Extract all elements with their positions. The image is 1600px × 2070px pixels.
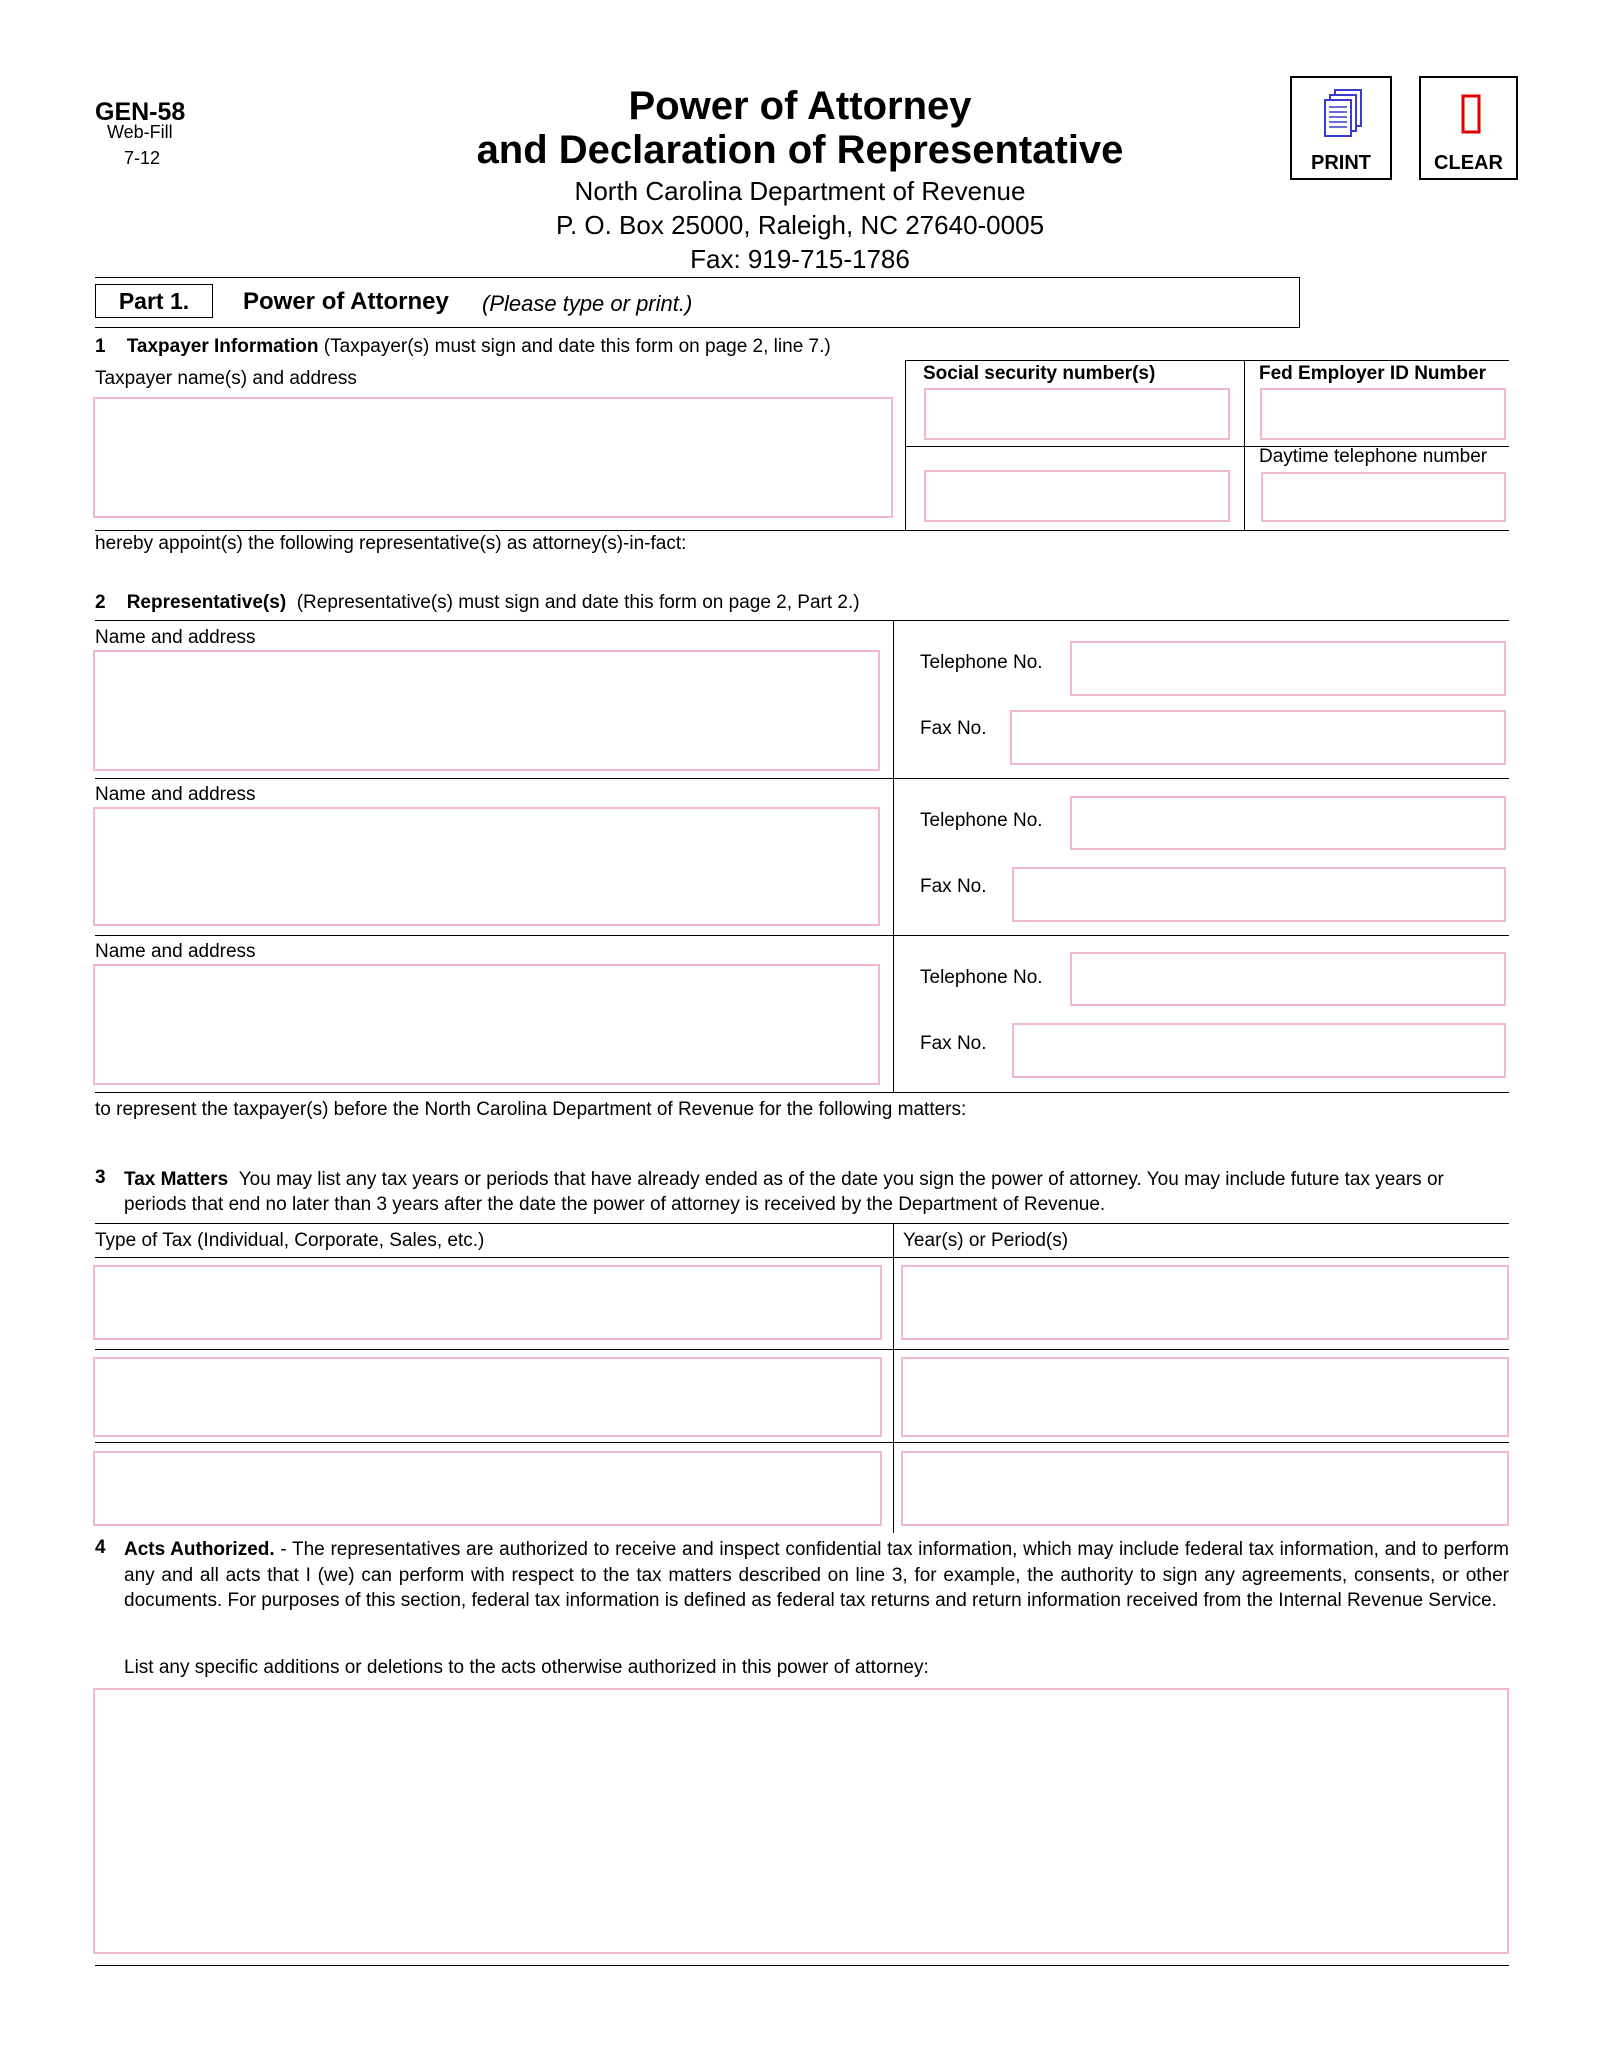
rep3-fax-field[interactable] <box>1012 1023 1506 1078</box>
rep3-name-label: Name and address <box>95 941 256 962</box>
tax-type-field-1[interactable] <box>93 1265 882 1340</box>
agency-address: P. O. Box 25000, Raleigh, NC 27640-0005 <box>555 210 1045 240</box>
divider <box>95 1257 1509 1258</box>
form-title-line2: and Declaration of Representative <box>476 128 1124 172</box>
ssn-field-1[interactable] <box>924 388 1230 440</box>
clear-button-label: CLEAR <box>1434 152 1503 174</box>
clear-button[interactable] <box>1419 76 1518 180</box>
section2-heading: 2 Representative(s) (Representative(s) must sign and date this form on page 2, Part 2.) <box>95 592 860 613</box>
section1-heading: 1 Taxpayer Information (Taxpayer(s) must sign and date this form on page 2, line 7.) <box>95 336 831 357</box>
form-title-line1: Power of Attorney <box>628 84 972 128</box>
rep1-name-label: Name and address <box>95 627 256 648</box>
printer-pages-icon <box>1321 88 1365 147</box>
divider <box>95 1092 1509 1093</box>
tax-type-field-2[interactable] <box>93 1357 882 1437</box>
rep3-name-address-field[interactable] <box>93 964 880 1085</box>
divider <box>893 1223 894 1533</box>
divider <box>95 935 1509 936</box>
divider <box>1244 360 1245 530</box>
col-years-periods: Year(s) or Period(s) <box>903 1230 1069 1251</box>
rep2-name-label: Name and address <box>95 784 256 805</box>
section4-number: 4 <box>95 1537 106 1558</box>
form-id: GEN-58 <box>95 98 186 126</box>
part-subtitle: (Please type or print.) <box>482 291 693 316</box>
divider <box>905 360 1509 361</box>
appoint-text: hereby appoint(s) the following representative(s) as attorney(s)-in-fact: <box>95 533 687 554</box>
divider <box>893 620 894 1092</box>
section3-number: 3 <box>95 1167 106 1188</box>
agency-name: North Carolina Department of Revenue <box>574 176 1026 206</box>
section4-text: Acts Authorized. - The representatives are authorized to receive and inspect confidential tax information, which may include federal tax information, and to perform any and all acts that I (we) can perform with respect to the tax matters described on line 3, for example, the authority to sign any agreements, consents, or other documents. For purposes of this section, federal tax information is defined as federal tax returns and return information received from the Internal Revenue Service. <box>124 1539 1509 1611</box>
rep3-fax-label: Fax No. <box>920 1033 987 1054</box>
revision: 7-12 <box>124 148 161 168</box>
divider <box>905 360 906 530</box>
section4-list-text: List any specific additions or deletions to the acts otherwise authorized in this power of attorney: <box>124 1657 929 1678</box>
divider <box>1299 277 1300 327</box>
daytime-phone-label: Daytime telephone number <box>1259 446 1488 467</box>
divider <box>95 1349 1509 1350</box>
divider <box>95 327 1300 328</box>
part-label: Part 1. <box>95 284 213 318</box>
rep2-fax-field[interactable] <box>1012 867 1506 922</box>
col-type-of-tax: Type of Tax (Individual, Corporate, Sales, etc.) <box>95 1230 485 1251</box>
fein-field[interactable] <box>1260 388 1506 440</box>
taxpayer-name-address-field[interactable] <box>93 397 893 518</box>
divider <box>95 530 1509 531</box>
ssn-label: Social security number(s) <box>923 363 1156 384</box>
agency-fax: Fax: 919-715-1786 <box>690 244 910 274</box>
print-button[interactable] <box>1290 76 1392 180</box>
section3-text: Tax Matters You may list any tax years or periods that have already ended as of the date you sign the power of attorney. You may include future tax years or periods that end no later than 3 years after the date the power of attorney is received by the Department of Revenue. <box>124 1169 1444 1215</box>
daytime-phone-field[interactable] <box>1261 472 1506 522</box>
divider <box>95 277 1300 278</box>
divider <box>95 1442 1509 1443</box>
tax-period-field-1[interactable] <box>901 1265 1509 1340</box>
tax-period-field-2[interactable] <box>901 1357 1509 1437</box>
part-title: Power of Attorney <box>243 288 449 315</box>
divider <box>95 778 1509 779</box>
clear-icon <box>1461 94 1481 139</box>
represent-text: to represent the taxpayer(s) before the North Carolina Department of Revenue for the following matters: <box>95 1099 967 1120</box>
tax-period-field-3[interactable] <box>901 1451 1509 1526</box>
acts-additions-deletions-field[interactable] <box>93 1688 1509 1954</box>
rep1-name-address-field[interactable] <box>93 650 880 771</box>
tax-type-field-3[interactable] <box>93 1451 882 1526</box>
rep2-tel-field[interactable] <box>1070 796 1506 850</box>
rep2-tel-label: Telephone No. <box>920 810 1043 831</box>
taxpayer-name-label: Taxpayer name(s) and address <box>95 368 357 389</box>
divider <box>95 1965 1509 1966</box>
rep3-tel-field[interactable] <box>1070 952 1506 1006</box>
version-note: Web-Fill <box>107 122 173 142</box>
rep2-fax-label: Fax No. <box>920 876 987 897</box>
rep1-fax-label: Fax No. <box>920 718 987 739</box>
divider <box>95 620 1509 621</box>
rep1-tel-field[interactable] <box>1070 641 1506 696</box>
print-button-label: PRINT <box>1311 152 1371 174</box>
rep1-tel-label: Telephone No. <box>920 652 1043 673</box>
fein-label: Fed Employer ID Number <box>1259 363 1486 384</box>
rep2-name-address-field[interactable] <box>93 807 880 926</box>
rep3-tel-label: Telephone No. <box>920 967 1043 988</box>
divider <box>95 1223 1509 1224</box>
ssn-field-2[interactable] <box>924 470 1230 522</box>
rep1-fax-field[interactable] <box>1010 710 1506 765</box>
